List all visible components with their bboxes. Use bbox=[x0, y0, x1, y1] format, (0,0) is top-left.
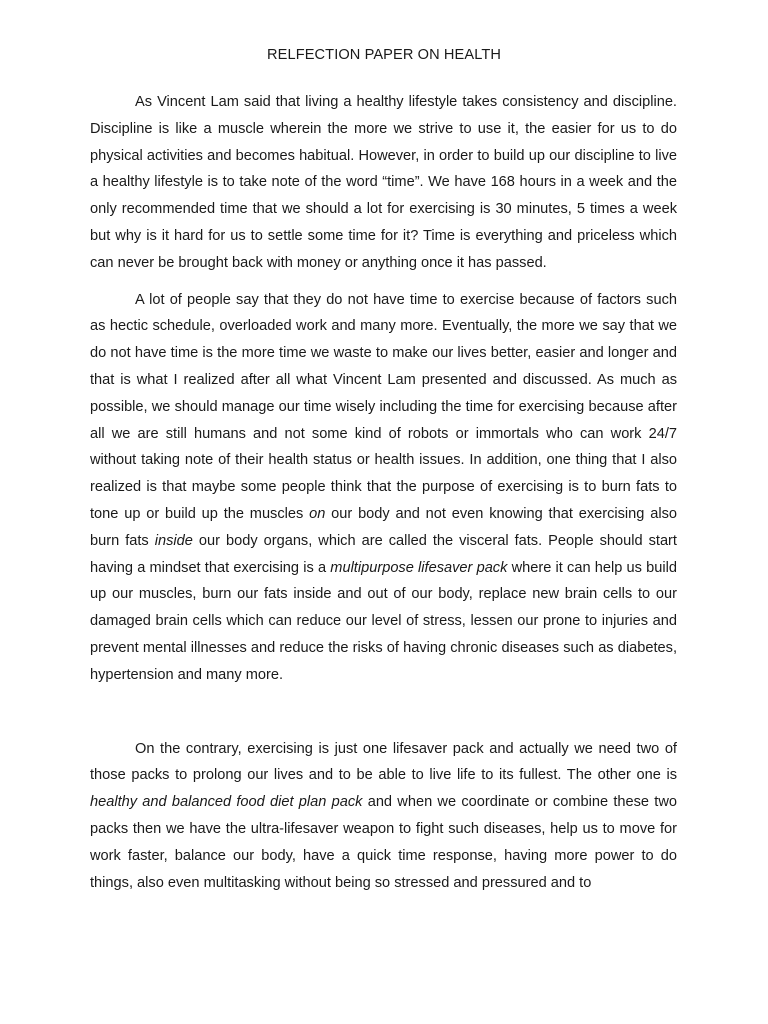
paragraph-3 bbox=[90, 736, 677, 897]
document-title: RELFECTION PAPER ON HEALTH bbox=[267, 47, 501, 63]
paragraph-2-text-2: our body and not even knowing that exercising also burn fats bbox=[90, 505, 677, 549]
paragraph-2-emphasis-lifesaver-pack: multipurpose lifesaver pack bbox=[330, 559, 508, 576]
paragraph-2 bbox=[90, 287, 677, 689]
paragraph-2-text-4: where it can help us build up our muscles, burn our fats inside and out of our body, replace new brain cells to our damaged brain cells which can reduce our level of stress, lessen our prone to injuries and prevent mental illnesses and reduce the risks of having chronic diseases such as diabetes, hypertension and many more. bbox=[90, 559, 677, 683]
paragraph-3-emphasis-diet-pack: healthy and balanced food diet plan pack bbox=[90, 794, 363, 811]
document-body bbox=[90, 89, 677, 896]
paragraph-3-text-1: On the contrary, exercising is just one lifesaver pack and actually we need two of those packs to prolong our lives and to be able to live life to its fullest. The other one is bbox=[90, 740, 677, 784]
paragraph-2-emphasis-inside: inside bbox=[154, 532, 193, 549]
paragraph-1: As Vincent Lam said that living a healthy lifestyle takes consistency and discipline. Discipline is like a muscle wherein the more we strive to use it, the easier for us to do physical activities and becomes habitual. However, in order to build up our discipline to live a healthy lifestyle is to take note of the word “time”. We have 168 hours in a week and the only recommended time that we should a lot for exercising is 30 minutes, 5 times a week but why is it hard for us to settle some time for it? Time is everything and priceless which can never be brought back with money or anything once it has passed. bbox=[90, 94, 677, 271]
paragraph-3-text-2: and when we coordinate or combine these two packs then we have the ultra-lifesaver weapon to fight such diseases, help us to move for work faster, balance our body, have a quick time response, having more power to do things, also even multitasking without being so stressed and pressured and to bbox=[90, 794, 677, 891]
paragraph-2-text-1: A lot of people say that they do not have time to exercise because of factors such as hectic schedule, overloaded work and many more. Eventually, the more we say that we do not have time is the more time we waste to make our lives better, easier and longer and that is what I realized after all what Vincent Lam presented and discussed. As much as possible, we should manage our time wisely including the time for exercising because after all we are still humans and not some kind of robots or immortals who can work 24/7 without taking note of their health status or health issues. In addition, one thing that I also realized is that maybe some people think that the purpose of exercising is to burn fats to tone up or build up the muscles bbox=[90, 291, 677, 522]
paragraph-2-emphasis-on: on bbox=[309, 505, 326, 522]
paragraph-2-text-3: our body organs, which are called the visceral fats. People should start having a mindset that exercising is a bbox=[90, 532, 677, 576]
